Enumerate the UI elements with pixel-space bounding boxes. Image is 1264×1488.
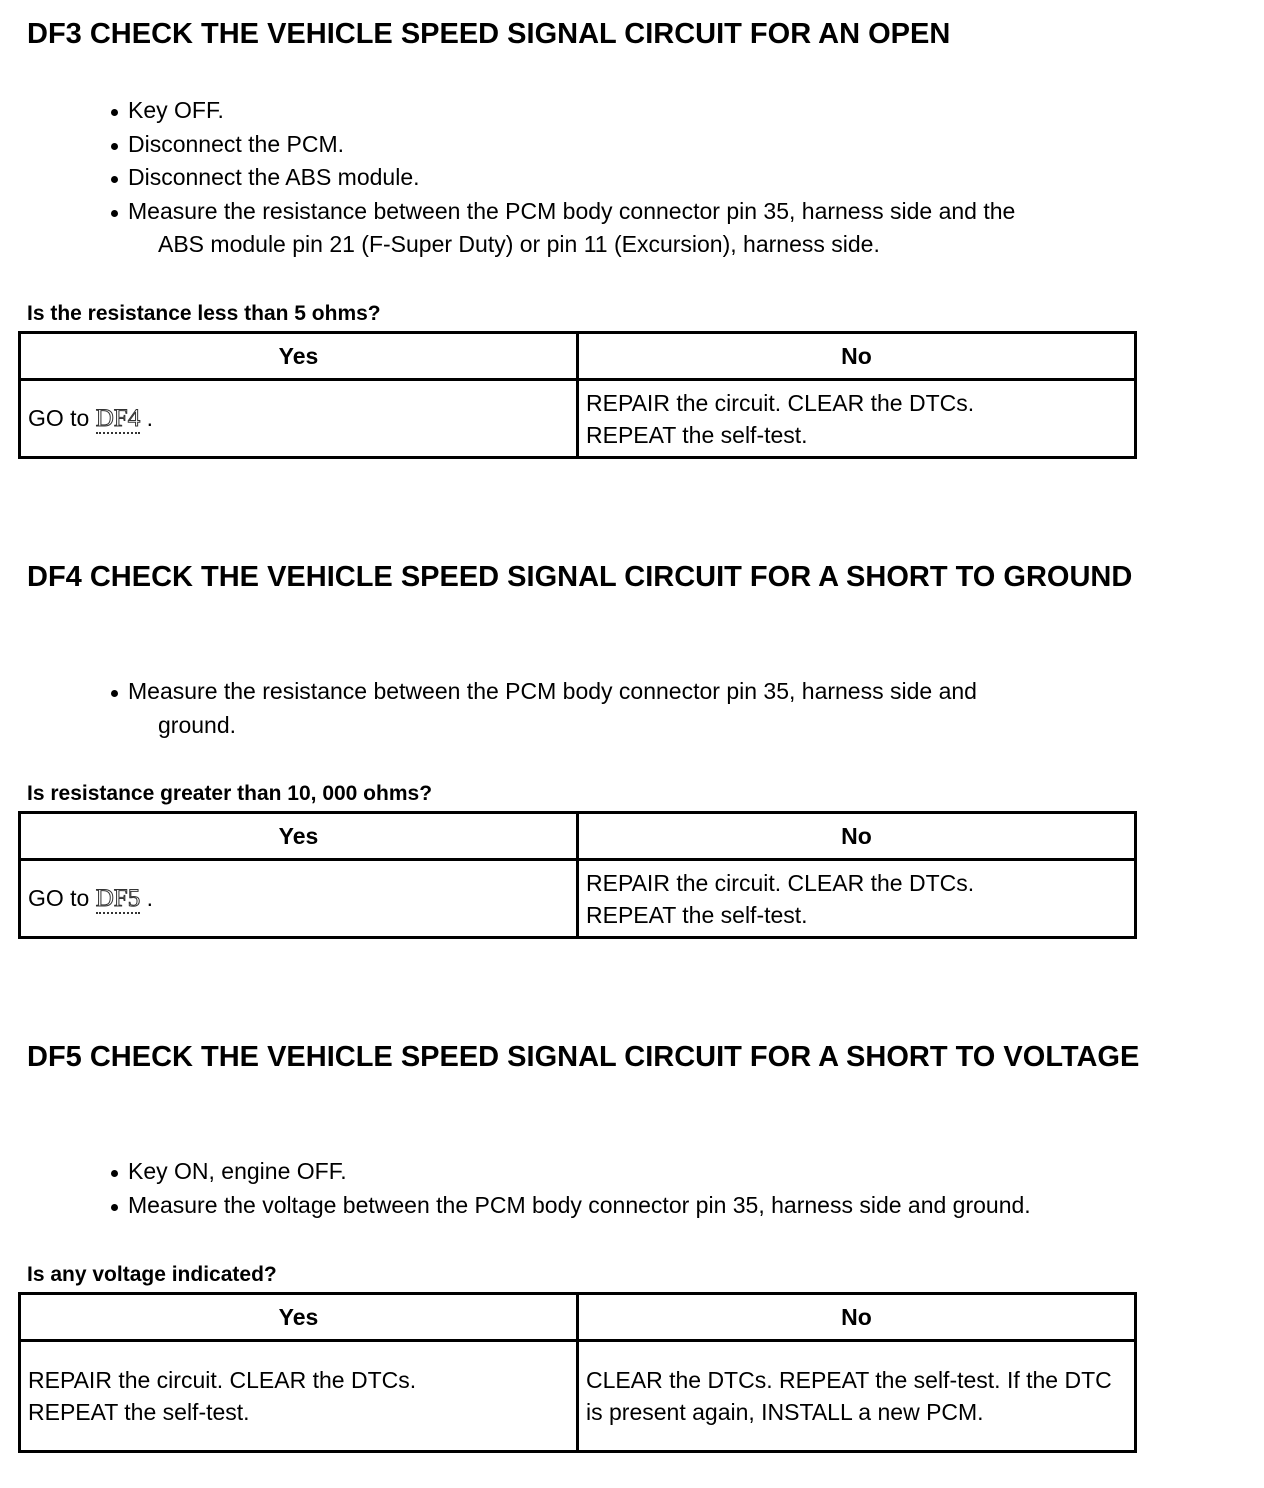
no-cell: REPAIR the circuit. CLEAR the DTCs. REPEAT the self-test. <box>578 380 1136 458</box>
step-list-df3 <box>108 94 1228 262</box>
question-df4: Is resistance greater than 10, 000 ohms? <box>27 782 433 805</box>
yes-text: GO to <box>28 405 90 431</box>
yes-header: Yes <box>20 813 578 860</box>
step: Key OFF. <box>108 94 1228 128</box>
step: Disconnect the PCM. <box>108 128 1228 162</box>
step-list-df5 <box>108 1155 1228 1222</box>
question-df3: Is the resistance less than 5 ohms? <box>27 302 381 325</box>
step: Disconnect the ABS module. <box>108 161 1228 195</box>
step: Measure the voltage between the PCM body connector pin 35, harness side and ground. <box>108 1189 1228 1223</box>
step <box>108 195 1228 262</box>
link-df4[interactable]: DF4 <box>95 405 141 432</box>
yes-cell <box>20 380 578 458</box>
step-text: Measure the resistance between the PCM body connector pin 35, harness side and <box>128 678 977 704</box>
no-header: No <box>578 813 1136 860</box>
no-header: No <box>578 333 1136 380</box>
yes-cell <box>20 860 578 938</box>
yes-suffix: . <box>146 885 153 911</box>
answer-table-df3 <box>18 331 1137 459</box>
yes-cell: REPAIR the circuit. CLEAR the DTCs. REPEAT the self-test. <box>20 1341 578 1452</box>
no-header: No <box>578 1294 1136 1341</box>
step: Key ON, engine OFF. <box>108 1155 1228 1189</box>
answer-table-df4 <box>18 811 1137 939</box>
answer-table-df5 <box>18 1292 1137 1453</box>
step <box>108 675 1228 742</box>
section-title-df4: DF4 CHECK THE VEHICLE SPEED SIGNAL CIRCUIT FOR A SHORT TO GROUND <box>27 561 1133 593</box>
section-title-df3: DF3 CHECK THE VEHICLE SPEED SIGNAL CIRCUIT FOR AN OPEN <box>27 18 951 50</box>
step-text-continued: ground. <box>158 711 237 738</box>
step-list-df4 <box>108 675 1228 742</box>
yes-suffix: . <box>146 405 153 431</box>
no-cell: REPAIR the circuit. CLEAR the DTCs. REPEAT the self-test. <box>578 860 1136 938</box>
yes-header: Yes <box>20 333 578 380</box>
step-text: Measure the resistance between the PCM body connector pin 35, harness side and the <box>128 197 1016 224</box>
section-title-df5: DF5 CHECK THE VEHICLE SPEED SIGNAL CIRCUIT FOR A SHORT TO VOLTAGE <box>27 1041 1140 1073</box>
step-text-continued: ABS module pin 21 (F-Super Duty) or pin 11 (Excursion), harness side. <box>158 231 880 257</box>
yes-header: Yes <box>20 1294 578 1341</box>
no-cell: CLEAR the DTCs. REPEAT the self-test. If the DTC is present again, INSTALL a new PCM. <box>578 1341 1136 1452</box>
question-df5: Is any voltage indicated? <box>27 1263 277 1286</box>
yes-text: GO to <box>28 885 90 911</box>
link-df5[interactable]: DF5 <box>95 885 141 912</box>
